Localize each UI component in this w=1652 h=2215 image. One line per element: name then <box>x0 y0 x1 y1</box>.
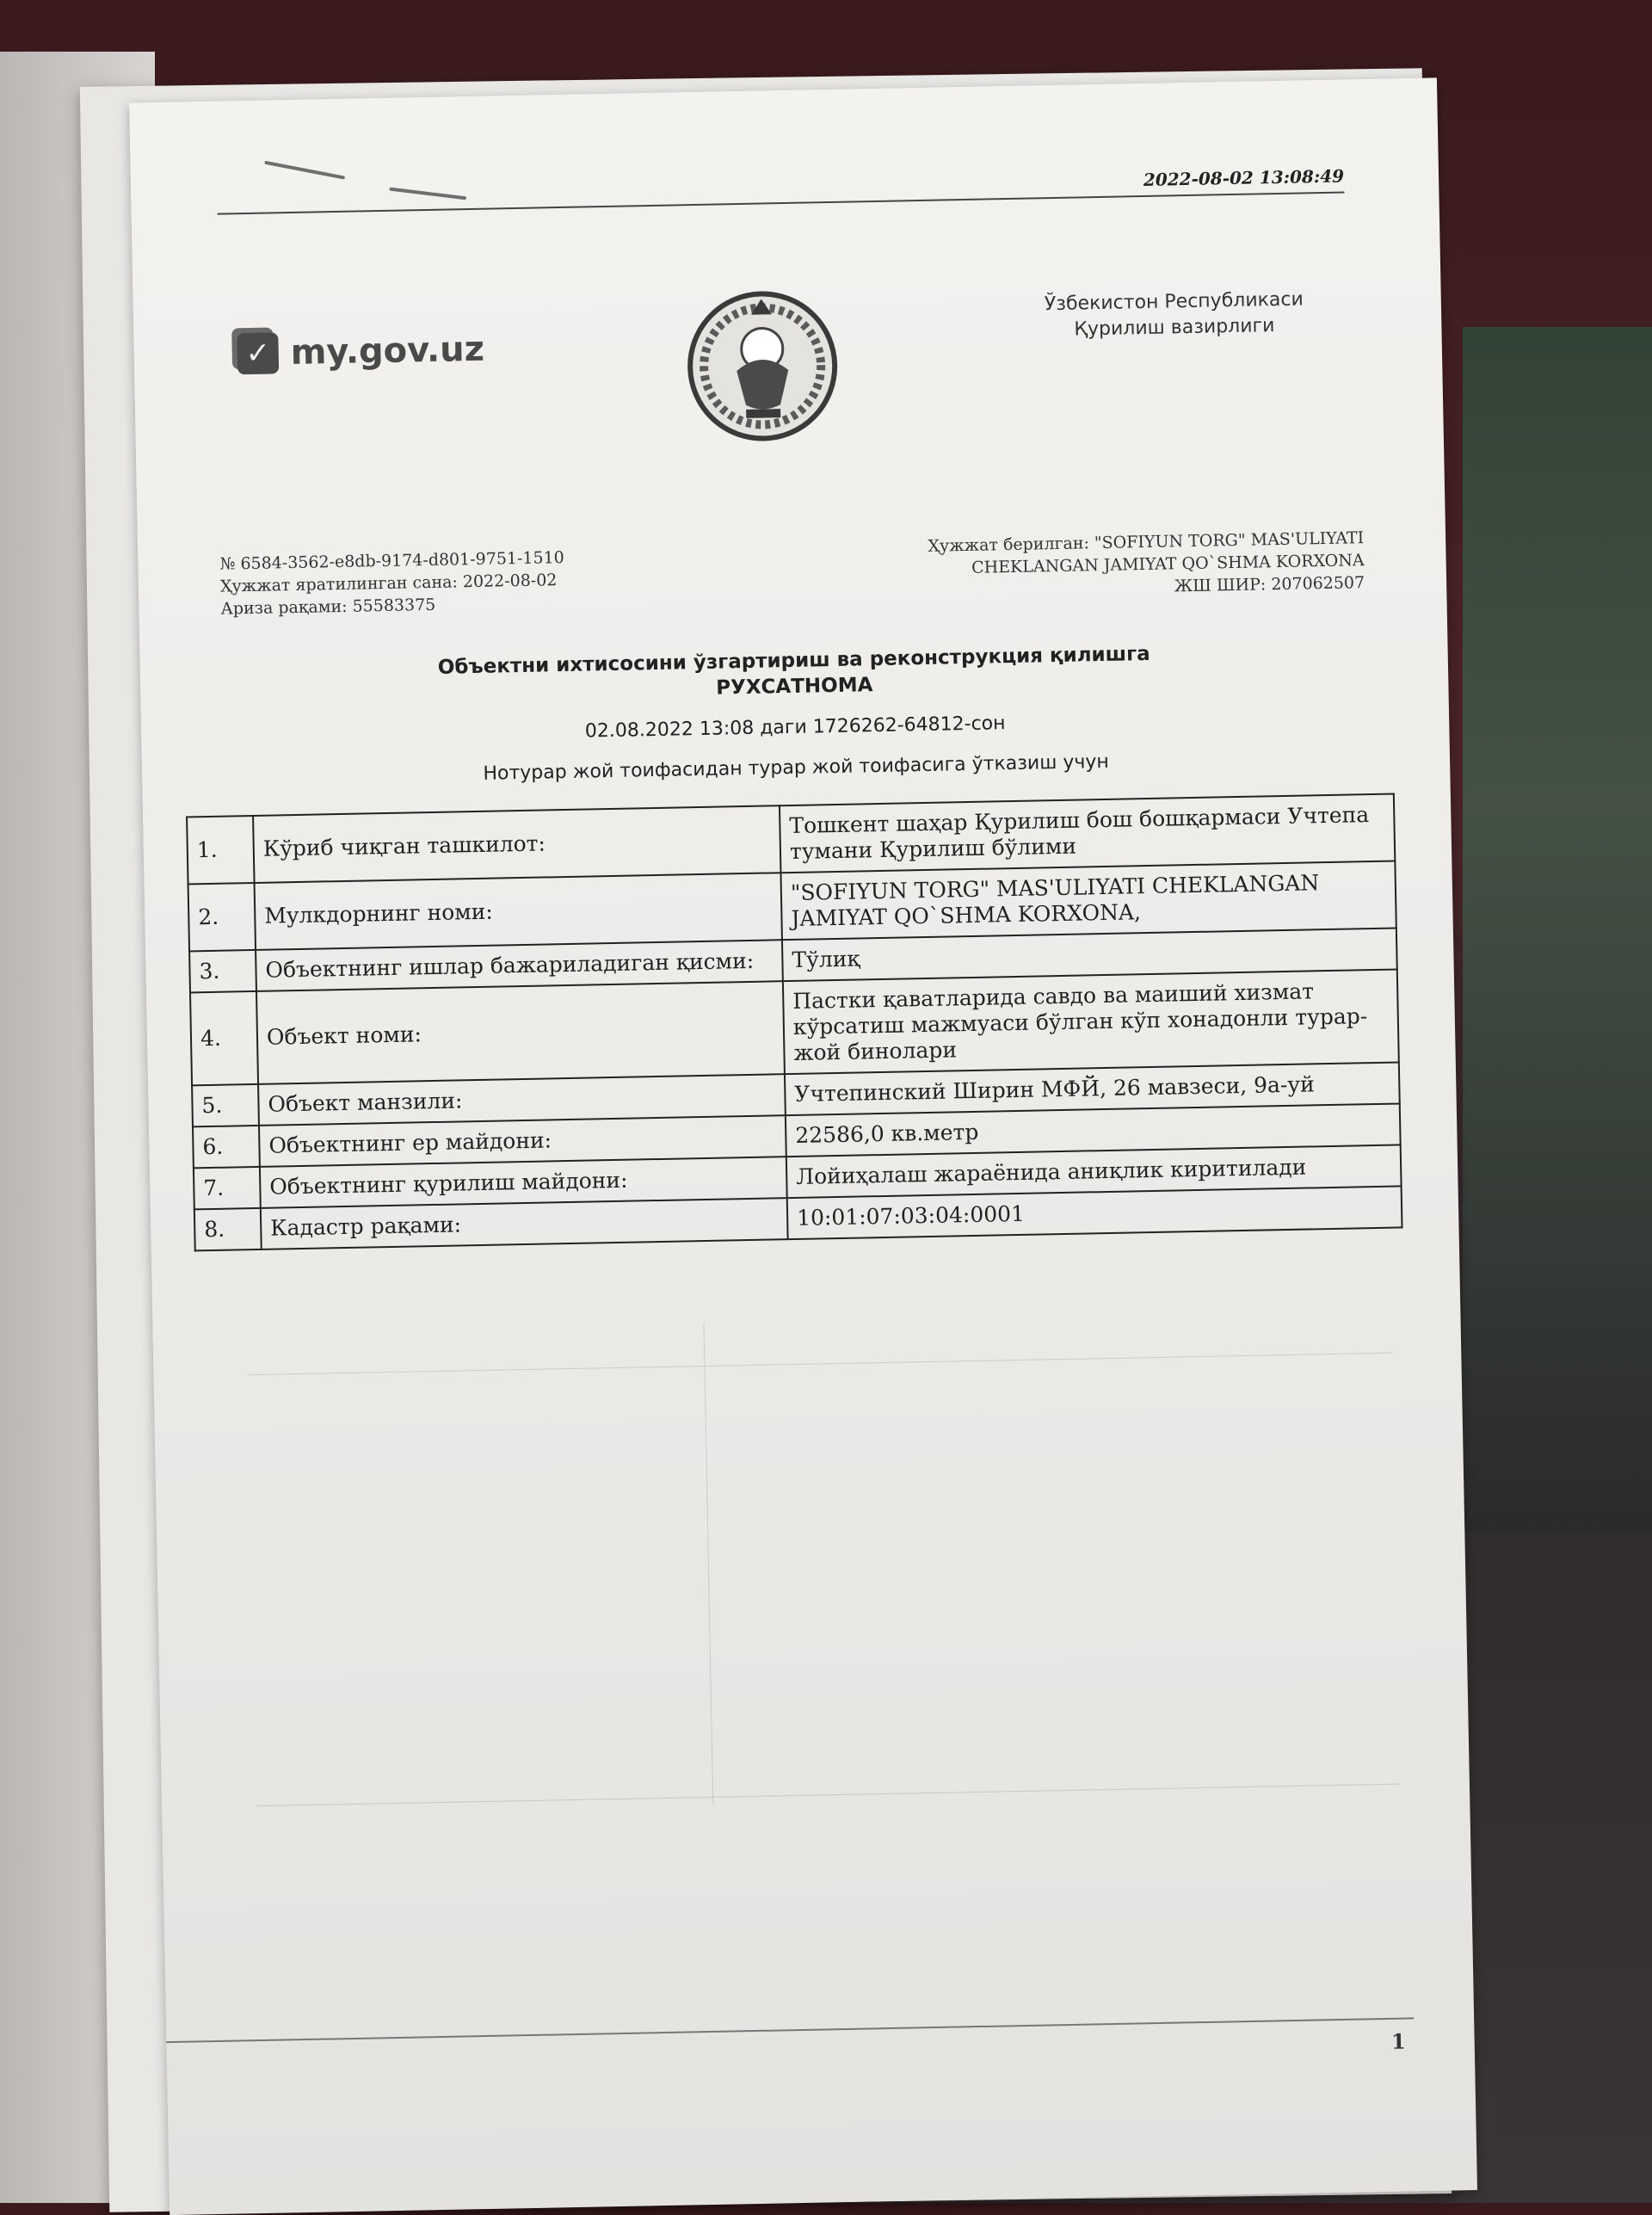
row-value: Лойиҳалаш жараёнида аниқлик киритилади <box>786 1145 1402 1198</box>
row-label: Кадастр рақами: <box>261 1198 788 1249</box>
row-value: Учтепинский Ширин МФЙ, 26 мавзеси, 9а-уй <box>785 1062 1400 1115</box>
permit-details-table <box>186 793 1402 1252</box>
title-block <box>140 637 1451 791</box>
row-number: 3. <box>189 950 256 992</box>
document-created-date: Ҳужжат яратилинган сана: 2022-08-02 <box>219 571 558 596</box>
staple <box>264 161 345 180</box>
row-number: 2. <box>188 883 256 951</box>
row-label: Объект манзили: <box>258 1074 786 1126</box>
row-number: 4. <box>190 991 258 1085</box>
row-number: 6. <box>193 1126 260 1168</box>
ministry-heading <box>1045 287 1304 343</box>
row-label: Объектнинг қурилиш майдони: <box>260 1157 787 1208</box>
tax-id: ЖШ ШИР: 207062507 <box>1174 573 1365 596</box>
document-meta <box>219 546 565 620</box>
state-emblem-icon <box>683 287 841 445</box>
show-through-table <box>249 1353 1401 1806</box>
ministry-line: Қурилиш вазирлиги <box>1074 315 1275 341</box>
recipient-meta <box>928 527 1365 602</box>
row-number: 5. <box>192 1084 259 1126</box>
header-rule <box>218 191 1345 214</box>
row-number: 8. <box>194 1208 262 1250</box>
footer-rule <box>166 2017 1414 2043</box>
document-type: РУХСАТНОМА <box>715 674 873 700</box>
row-value: Тошкент шаҳар Қурилиш бош бошқармаси Учтепа тумани Қурилиш бўлими <box>780 794 1395 873</box>
row-label: Объект номи: <box>256 981 785 1084</box>
background-right-scene <box>1463 327 1652 1532</box>
row-number: 1. <box>187 816 254 884</box>
row-value: Пастки қаватларида савдо ва маиший хизмат кўрсатиш мажмуаси бўлган кўп хонадонли турар-жой бинолари <box>783 969 1399 1074</box>
application-number: Ариза рақами: 55583375 <box>220 595 436 619</box>
row-value: 10:01:07:03:04:0001 <box>787 1186 1402 1239</box>
document-title: Объектни ихтисосини ўзгартириш ва реконструкция қилишга <box>437 642 1150 679</box>
row-label: Объектнинг ер майдони: <box>259 1115 786 1167</box>
mygov-logo <box>237 329 484 375</box>
ministry-line: Ўзбекистон Республикаси <box>1044 288 1304 316</box>
row-label: Мулкдорнинг номи: <box>255 873 782 950</box>
row-value: 22586,0 кв.метр <box>786 1103 1401 1157</box>
issued-to-line: Ҳужжат берилган: "SOFIYUN TORG" MAS'ULIYATI <box>928 528 1365 556</box>
issued-to-line: CHEKLANGAN JAMIYAT QO`SHMA KORXONA <box>971 551 1365 577</box>
row-value: "SOFIYUN TORG" MAS'ULIYATI CHEKLANGAN JAMIYAT QO`SHMA KORXONA, <box>780 861 1396 941</box>
row-label: Кўриб чиқган ташкилот: <box>253 805 780 883</box>
row-value: Тўлиқ <box>782 928 1397 981</box>
staple <box>389 188 466 201</box>
document-timestamp: 2022-08-02 13:08:49 <box>1143 165 1345 190</box>
checkbox-icon: ✓ <box>237 332 279 374</box>
logo-text: my.gov.uz <box>290 329 485 373</box>
document-page <box>129 77 1477 2215</box>
document-number: № 6584-3562-e8db-9174-d801-9751-1510 <box>219 547 564 574</box>
document-purpose: Нотурар жой тоифасидан турар жой тоифасига ўтказиш учун <box>483 750 1109 785</box>
row-label: Объектнинг ишлар бажариладиган қисми: <box>256 940 783 991</box>
row-number: 7. <box>194 1167 261 1209</box>
page-number: 1 <box>1390 2028 1406 2054</box>
document-date-number: 02.08.2022 13:08 даги 1726262-64812-сон <box>584 713 1006 743</box>
